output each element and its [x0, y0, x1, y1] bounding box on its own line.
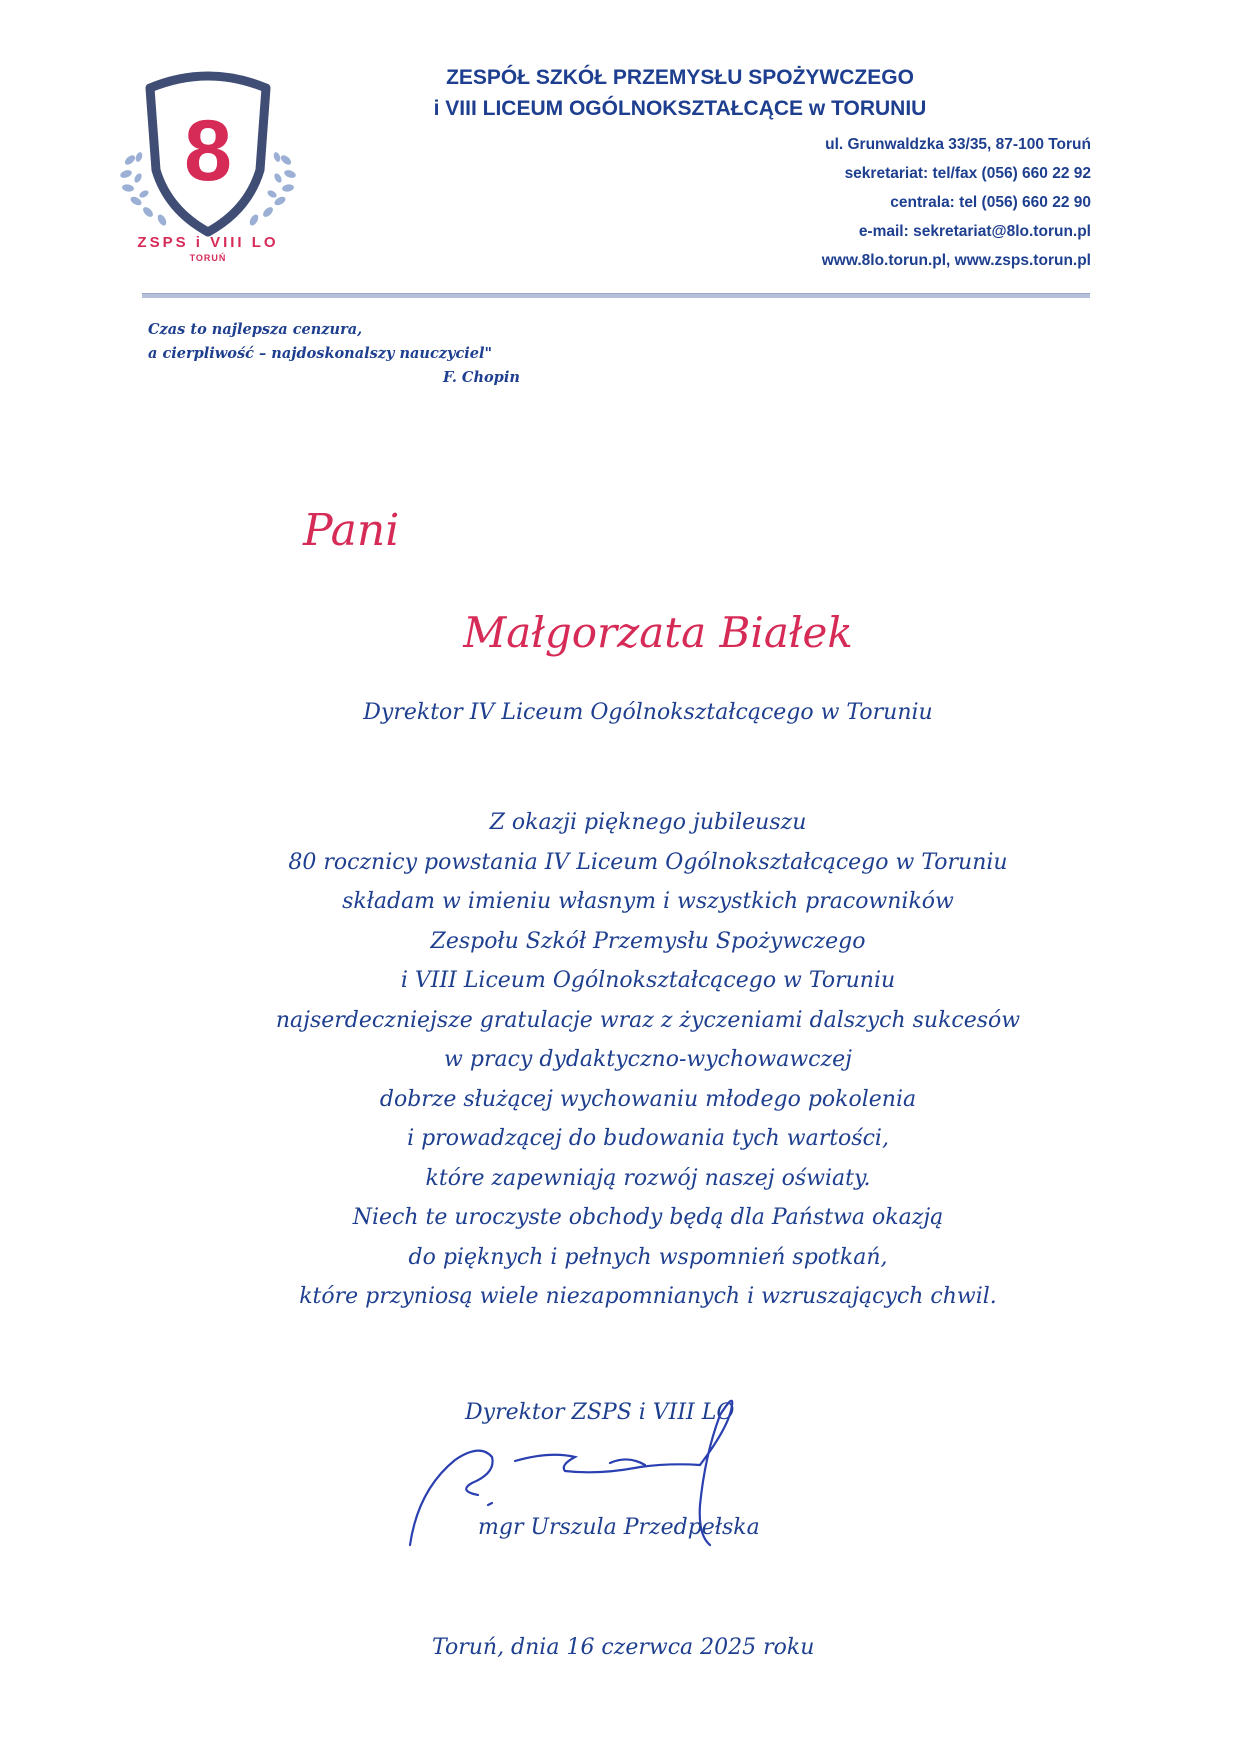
salutation: Pani [303, 505, 400, 556]
addressee-position: Dyrektor IV Liceum Ogólnokształcącego w Toruniu [363, 700, 933, 725]
body-line: Z okazji pięknego jubileuszu [489, 810, 807, 835]
secretariat-phone: sekretariat: tel/fax (056) 660 22 92 [844, 165, 1091, 182]
switchboard-phone: centrala: tel (056) 660 22 90 [890, 194, 1091, 211]
body-line: i VIII Liceum Ogólnokształcącego w Toruniu [400, 968, 896, 993]
logo-caption: ZSPS i VIII LO [137, 234, 279, 251]
signatory-title: Dyrektor ZSPS i VIII LO [465, 1400, 735, 1425]
contact-block [822, 130, 1091, 275]
body-line: do pięknych i pełnych wspomnień spotkań, [408, 1244, 888, 1270]
logo-city: TORUŃ [189, 253, 227, 263]
body-line: składam w imieniu własnym i wszystkich pracowników [342, 889, 954, 914]
body-line: Zespołu Szkół Przemysłu Spożywczego [430, 928, 866, 954]
header-divider [142, 293, 1090, 298]
addressee-name: Małgorzata Białek [463, 608, 853, 657]
email: e-mail: sekretariat@8lo.torun.pl [858, 223, 1091, 240]
school-name-line1: ZESPÓŁ SZKÓŁ PRZEMYSŁU SPOŻYWCZEGO [446, 66, 914, 89]
quote-line2: a cierpliwość – najdoskonalszy nauczyciel" [148, 345, 493, 362]
websites: www.8lo.torun.pl, www.zsps.torun.pl [821, 252, 1091, 269]
address: ul. Grunwaldzka 33/35, 87-100 Toruń [825, 136, 1091, 153]
body-line: najserdeczniejsze gratulacje wraz z życzeniami dalszych sukcesów [275, 1007, 1021, 1033]
body-line: 80 rocznicy powstania IV Liceum Ogólnokształcącego w Toruniu [288, 849, 1008, 875]
body-line: które przyniosą wiele niezapomnianych i wzruszających chwil. [299, 1284, 997, 1309]
signatory-name: mgr Urszula Przedpełska [478, 1515, 760, 1540]
epigraph-quote [148, 318, 520, 390]
letter-body [0, 803, 1241, 1317]
body-line: dobrze służącej wychowaniu młodego pokolenia [379, 1086, 917, 1112]
logo-number: 8 [184, 103, 232, 199]
school-name [340, 62, 1020, 124]
quote-author: F. Chopin [443, 369, 520, 386]
body-line: w pracy dydaktyczno-wychowawczej [444, 1047, 852, 1072]
school-name-line2: i VIII LICEUM OGÓLNOKSZTAŁCĄCE w TORUNIU [433, 97, 927, 120]
quote-line1: Czas to najlepsza cenzura, [148, 321, 363, 338]
body-line: i prowadzącej do budowania tych wartości, [407, 1126, 889, 1151]
body-line: które zapewniają rozwój naszej oświaty. [425, 1165, 871, 1191]
body-line: Niech te uroczyste obchody będą dla Państwa okazją [352, 1205, 944, 1230]
letter-date: Toruń, dnia 16 czerwca 2025 roku [432, 1635, 815, 1660]
